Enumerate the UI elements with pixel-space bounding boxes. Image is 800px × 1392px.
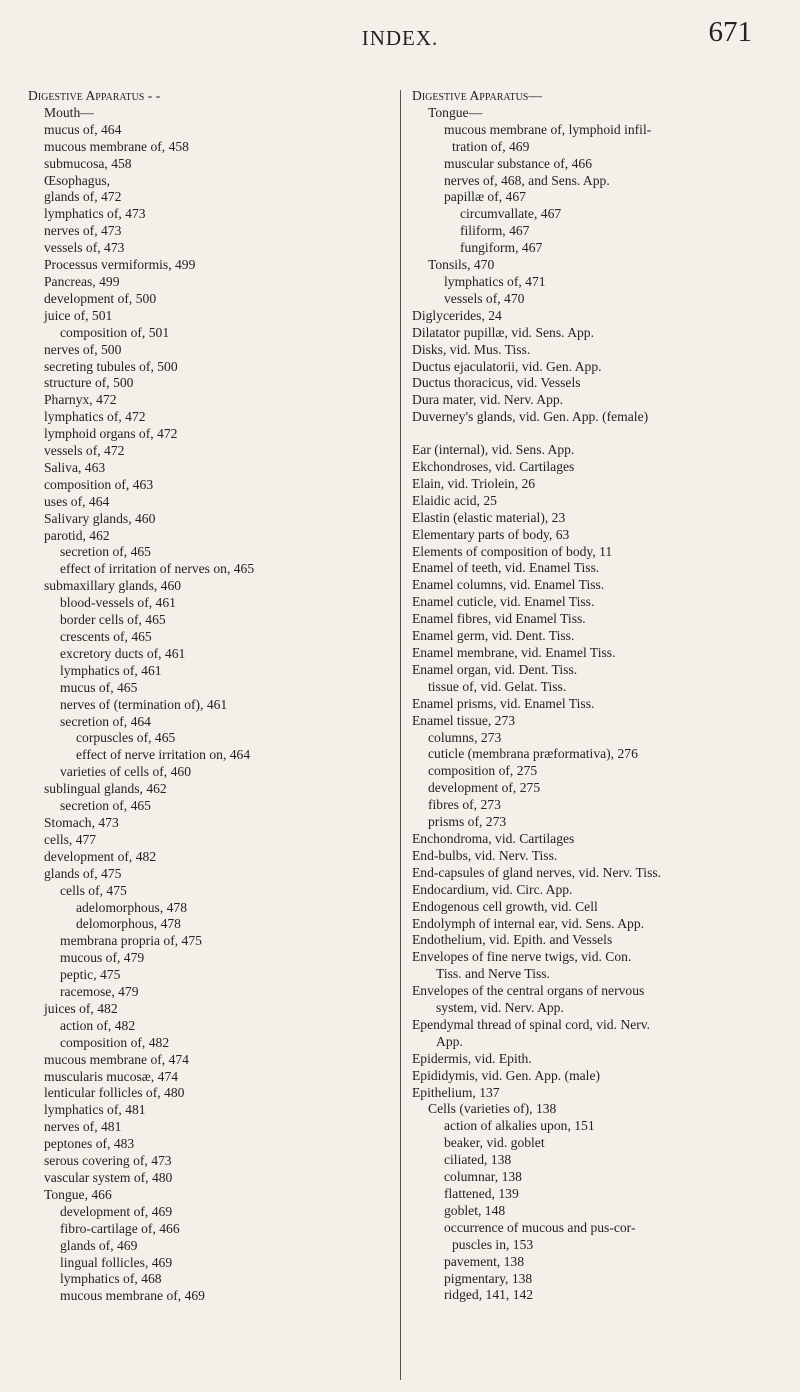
index-entry: mucous membrane of, 469 — [60, 1288, 205, 1304]
index-entry: Ductus thoracicus, vid. Vessels — [412, 375, 581, 391]
index-entry: lymphatics of, 461 — [60, 662, 162, 678]
index-entry: ridged, 141, 142 — [444, 1287, 534, 1303]
index-entry: lymphoid organs of, 472 — [44, 426, 178, 442]
index-entry: columns, 273 — [428, 729, 502, 745]
index-entry: development of, 500 — [44, 290, 157, 306]
index-entry: racemose, 479 — [60, 984, 139, 1000]
index-entry: sublingual glands, 462 — [44, 781, 167, 797]
index-entry: pigmentary, 138 — [444, 1270, 533, 1286]
index-entry: varieties of cells of, 460 — [60, 764, 191, 780]
index-entry: Elements of composition of body, 11 — [412, 543, 613, 559]
index-entry: lingual follicles, 469 — [60, 1254, 173, 1270]
index-entry: vessels of, 473 — [44, 240, 125, 256]
index-entry: border cells of, 465 — [60, 612, 166, 628]
index-entry: adelomorphous, 478 — [76, 899, 188, 915]
index-entry: secretion of, 465 — [60, 544, 151, 560]
index-entry: Dura mater, vid. Nerv. App. — [412, 392, 564, 408]
index-entry: filiform, 467 — [460, 223, 530, 239]
index-entry: juice of, 501 — [44, 307, 113, 323]
index-entry: secreting tubules of, 500 — [44, 358, 178, 374]
index-entry: Enamel membrane, vid. Enamel Tiss. — [412, 645, 616, 660]
index-entry: vessels of, 472 — [44, 443, 125, 459]
index-column-left — [28, 88, 396, 1305]
index-entry: effect of irritation of nerves on, 465 — [60, 561, 255, 577]
running-header: INDEX. — [361, 26, 439, 50]
index-entry: nerves of, 500 — [44, 341, 122, 357]
index-entry: End-bulbs, vid. Nerv. Tiss. — [412, 847, 558, 863]
index-entry: Ear (internal), vid. Sens. App. — [412, 442, 575, 458]
index-entry: Enamel tissue, 273 — [412, 712, 516, 728]
index-entry: membrana propria of, 475 — [60, 933, 202, 949]
index-entry: nerves of (termination of), 461 — [60, 696, 228, 712]
index-entry: Elementary parts of body, 63 — [412, 526, 570, 542]
index-entry: Elain, vid. Triolein, 26 — [412, 475, 536, 491]
index-entry: Elaidic acid, 25 — [412, 492, 497, 508]
index-entry: action of alkalies upon, 151 — [444, 1118, 595, 1134]
index-entry: Digestive Apparatus - - — [28, 88, 161, 103]
entry-gap — [412, 426, 784, 442]
index-entry: crescents of, 465 — [60, 629, 152, 644]
index-entry: nerves of, 468, and Sens. App. — [444, 172, 610, 188]
index-entry: effect of nerve irritation on, 464 — [76, 747, 251, 763]
index-entry: mucus of, 464 — [44, 121, 122, 137]
index-entry: peptones of, 483 — [44, 1136, 135, 1152]
index-entry: tration of, 469 — [452, 138, 530, 154]
index-entry: mucous of, 479 — [60, 950, 145, 966]
index-entry: submucosa, 458 — [44, 155, 132, 171]
index-entry: Dilatator pupillæ, vid. Sens. App. — [412, 324, 595, 340]
index-entry: beaker, vid. goblet — [444, 1135, 545, 1151]
index-entry: Enamel of teeth, vid. Enamel Tiss. — [412, 560, 600, 576]
index-entry: nerves of, 481 — [44, 1119, 122, 1135]
index-entry: ciliated, 138 — [444, 1152, 512, 1168]
index-entry: composition of, 275 — [428, 763, 538, 779]
index-entry: Endolymph of internal ear, vid. Sens. App. — [412, 915, 645, 931]
index-entry: fibro-cartilage of, 466 — [60, 1220, 180, 1236]
index-entry: Salivary glands, 460 — [44, 510, 156, 526]
index-entry: muscularis mucosæ, 474 — [44, 1068, 179, 1084]
index-entry: lymphatics of, 468 — [60, 1271, 162, 1287]
index-entry: End-capsules of gland nerves, vid. Nerv. Tiss. — [412, 864, 662, 880]
index-entry: Duverney's glands, vid. Gen. App. (female) — [412, 409, 649, 425]
index-entry: Saliva, 463 — [44, 459, 106, 475]
index-entry: Envelopes of fine nerve twigs, vid. Con. — [412, 949, 632, 965]
index-entry: development of, 469 — [60, 1203, 173, 1219]
index-entry: secretion of, 465 — [60, 798, 151, 814]
index-entry: lymphatics of, 481 — [44, 1102, 146, 1118]
index-entry: system, vid. Nerv. App. — [436, 1000, 564, 1016]
page-number: 671 — [708, 16, 752, 48]
index-entry: Pancreas, 499 — [44, 273, 120, 289]
index-entry: vessels of, 470 — [444, 290, 525, 306]
index-entry: Disks, vid. Mus. Tiss. — [412, 341, 531, 357]
index-entry: composition of, 482 — [60, 1034, 170, 1050]
index-entry: puscles in, 153 — [452, 1236, 534, 1252]
index-entry: Epidermis, vid. Epith. — [412, 1050, 532, 1066]
index-entry: composition of, 501 — [60, 324, 170, 340]
index-entry: flattened, 139 — [444, 1186, 519, 1201]
index-entry: development of, 275 — [428, 780, 541, 796]
index-entry: glands of, 475 — [44, 865, 122, 881]
index-entry: Enchondroma, vid. Cartilages — [412, 830, 575, 846]
index-entry: mucous membrane of, 474 — [44, 1051, 189, 1067]
index-entry: fibres of, 273 — [428, 797, 501, 813]
index-entry: uses of, 464 — [44, 493, 110, 509]
index-entry: Tiss. and Nerve Tiss. — [436, 966, 550, 982]
index-entry: blood-vessels of, 461 — [60, 595, 176, 611]
index-entry: Pharnyx, 472 — [44, 392, 117, 408]
index-entry: vascular system of, 480 — [44, 1170, 173, 1185]
index-entry: Tongue— — [428, 104, 483, 120]
index-entry: Endogenous cell growth, vid. Cell — [412, 898, 598, 914]
index-entry: Ependymal thread of spinal cord, vid. Nerv. — [412, 1016, 651, 1032]
index-entry: serous covering of, 473 — [44, 1153, 172, 1169]
index-entry: submaxillary glands, 460 — [44, 578, 182, 594]
index-entry: Endothelium, vid. Epith. and Vessels — [412, 932, 613, 948]
index-entry: delomorphous, 478 — [76, 916, 181, 932]
index-entry: glands of, 472 — [44, 189, 122, 205]
index-entry: Endocardium, vid. Circ. App. — [412, 881, 573, 897]
index-entry: secretion of, 464 — [60, 713, 151, 729]
index-entry: Enamel cuticle, vid. Enamel Tiss. — [412, 594, 595, 610]
index-entry: Ekchondroses, vid. Cartilages — [412, 459, 575, 475]
index-entry: Processus vermiformis, 499 — [44, 257, 196, 273]
index-entry: Envelopes of the central organs of nervous — [412, 983, 645, 999]
index-entry: composition of, 463 — [44, 476, 154, 492]
index-entry: lenticular follicles of, 480 — [44, 1085, 185, 1101]
index-entry: Tonsils, 470 — [428, 257, 495, 273]
index-column-right — [412, 88, 784, 1304]
index-entry: Digestive Apparatus— — [412, 88, 542, 103]
index-entry: Tongue, 466 — [44, 1186, 112, 1202]
index-entry: excretory ducts of, 461 — [60, 645, 186, 661]
index-entry: development of, 482 — [44, 848, 157, 864]
index-entry: muscular substance of, 466 — [444, 155, 592, 171]
index-entry: lymphatics of, 473 — [44, 206, 146, 222]
index-entry: cuticle (membrana præformativa), 276 — [428, 746, 638, 762]
index-entry: pavement, 138 — [444, 1253, 525, 1269]
index-entry: mucus of, 465 — [60, 679, 138, 695]
index-entry: Elastin (elastic material), 23 — [412, 509, 566, 525]
index-entry: Epididymis, vid. Gen. App. (male) — [412, 1067, 601, 1083]
index-entry: cells, 477 — [44, 831, 97, 847]
index-entry: prisms of, 273 — [428, 814, 507, 830]
index-entry: Enamel organ, vid. Dent. Tiss. — [412, 661, 578, 677]
index-entry: fungiform, 467 — [460, 240, 543, 256]
index-entry: Mouth— — [44, 104, 94, 120]
index-entry: action of, 482 — [60, 1017, 136, 1033]
index-entry: goblet, 148 — [444, 1202, 506, 1218]
index-entry: glands of, 469 — [60, 1237, 138, 1253]
index-entry: peptic, 475 — [60, 967, 121, 983]
index-entry: lymphatics of, 472 — [44, 409, 146, 425]
index-entry: Diglycerides, 24 — [412, 307, 502, 323]
index-entry: mucous membrane of, lymphoid infil- — [444, 121, 652, 137]
index-entry: App. — [436, 1033, 463, 1049]
index-entry: Cells (varieties of), 138 — [428, 1101, 557, 1117]
index-entry: nerves of, 473 — [44, 223, 122, 239]
index-entry: juices of, 482 — [44, 1000, 118, 1016]
index-entry: Stomach, 473 — [44, 814, 119, 830]
index-entry: Enamel prisms, vid. Enamel Tiss. — [412, 695, 595, 711]
index-entry: circumvallate, 467 — [460, 206, 562, 222]
index-entry: Enamel germ, vid. Dent. Tiss. — [412, 628, 575, 644]
index-entry: Œsophagus, — [44, 172, 111, 188]
index-entry: occurrence of mucous and pus-cor- — [444, 1219, 636, 1235]
index-entry: Enamel columns, vid. Enamel Tiss. — [412, 577, 605, 593]
index-entry: columnar, 138 — [444, 1169, 522, 1185]
index-entry: parotid, 462 — [44, 527, 110, 543]
index-entry: structure of, 500 — [44, 375, 134, 391]
index-entry: mucous membrane of, 458 — [44, 138, 189, 154]
index-entry: papillæ of, 467 — [444, 189, 526, 205]
index-entry: cells of, 475 — [60, 882, 127, 898]
index-entry: Enamel fibres, vid Enamel Tiss. — [412, 611, 586, 627]
index-entry: Epithelium, 137 — [412, 1084, 500, 1100]
column-divider — [400, 90, 401, 1380]
index-entry: lymphatics of, 471 — [444, 273, 546, 289]
index-entry: Ductus ejaculatorii, vid. Gen. App. — [412, 358, 602, 374]
index-entry: corpuscles of, 465 — [76, 730, 176, 746]
index-entry: tissue of, vid. Gelat. Tiss. — [428, 678, 567, 694]
